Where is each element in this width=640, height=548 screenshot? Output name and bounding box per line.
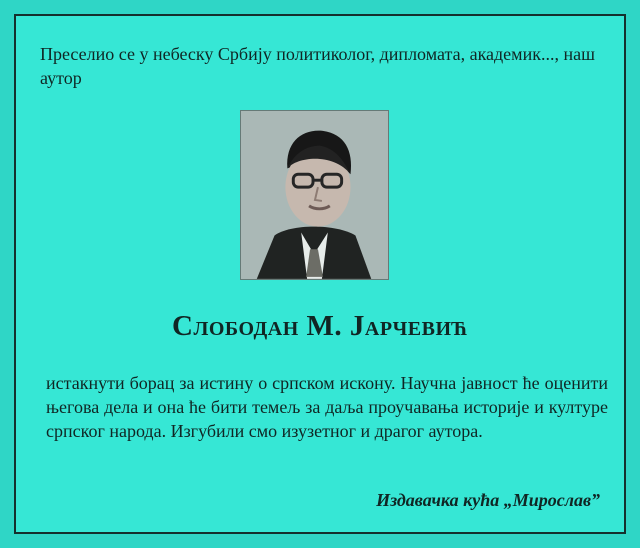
tribute-text: истакнути борац за истину о српском искону. Научна јавност ће оценити његова дела и она ће бити темељ за даља проучавања историје и културе српског народа. Изгубили смо изузетног и драгог аутора.: [46, 373, 608, 441]
publisher-signature: Издавачка кућа „Мирослав”: [376, 490, 600, 510]
portrait-photo: [240, 110, 389, 280]
intro-text: Преселио се у небеску Србију политиколог, дипломата, академик..., наш аутор: [40, 44, 595, 88]
obituary-notice: [14, 14, 626, 534]
deceased-name: Слободан М. Јарчевић: [172, 310, 468, 342]
